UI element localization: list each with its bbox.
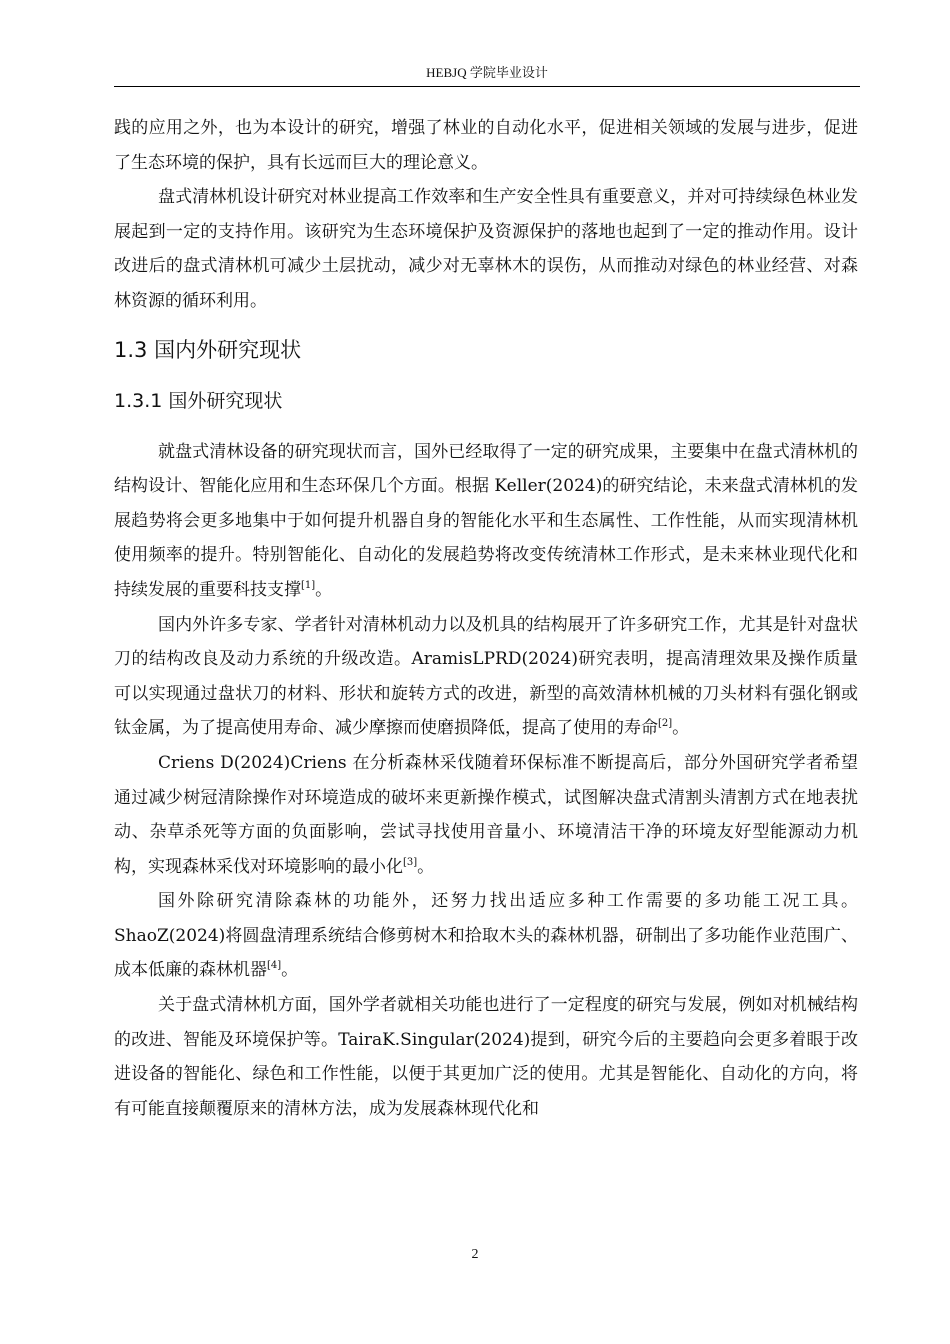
paragraph-text: 就盘式清林设备的研究现状而言，国外已经取得了一定的研究成果，主要集中在盘式清林机的结构设计、智能化应用和生态环保几个方面。根据 Keller(2024)的研究结论，未来盘式清林机的发展趋势将会更多地集中于如何提升机器自身的智能化水平和生态属性、工作性能，从而实现清林机使用频率的提升。特别智能化、自动化的发展趋势将改变传统清林工作形式，是未来林业现代化和持续发展的重要科技支撑 [114, 441, 858, 600]
paragraph-end: 。 [315, 579, 333, 600]
paragraph-end: 。 [672, 718, 690, 739]
paragraph-research-2 [114, 608, 858, 746]
paragraph-text: 国外除研究清除森林的功能外，还努力找出适应多种工作需要的多功能工况工具。ShaoZ(2024)将圆盘清理系统结合修剪树木和拾取木头的森林机器，研制出了多功能作业范围广、成本低廉的森林机器 [114, 891, 858, 981]
paragraph-text: 国内外许多专家、学者针对清林机动力以及机具的结构展开了许多研究工作，尤其是针对盘状刀的结构改良及动力系统的升级改造。AramisLPRD(2024)研究表明，提高清理效果及操作质量可以实现通过盘状刀的材料、形状和旋转方式的改进，新型的高效清林机械的刀头材料有强化钢或钛金属，为了提高使用寿命、减少摩擦而使磨损降低，提高了使用的寿命 [114, 614, 858, 739]
paragraph-research-3 [114, 746, 858, 884]
citation-ref: [3] [403, 856, 418, 868]
paragraph-research-5: 关于盘式清林机方面，国外学者就相关功能也进行了一定程度的研究与发展，例如对机械结构的改进、智能及环境保护等。TairaK.Singular(2024)提到，研究今后的主要趋向会更多着眼于改进设备的智能化、绿色和工作性能，以便于其更加广泛的使用。尤其是智能化、自动化的方向，将有可能直接颠覆原来的清林方法，成为发展森林现代化和 [114, 995, 858, 1119]
citation-ref: [1] [301, 579, 316, 591]
page-header: HEBJQ 学院毕业设计 [426, 65, 548, 80]
paragraph-significance: 盘式清林机设计研究对林业提高工作效率和生产安全性具有重要意义，并对可持续绿色林业发展起到一定的支持作用。该研究为生态环境保护及资源保护的落地也起到了一定的推动作用。设计改进后的盘式清林机可减少土层扰动，减少对无辜林木的误伤，从而推动对绿色的林业经营、对森林资源的循环利用。 [114, 187, 858, 311]
document-body [114, 111, 858, 1126]
paragraph-research-4 [114, 884, 858, 988]
page-number: 2 [471, 1247, 479, 1262]
citation-ref: [4] [267, 960, 282, 972]
header-rule [114, 86, 860, 87]
paragraph-text: Criens D(2024)Criens 在分析森林采伐随着环保标准不断提高后，部分外国研究学者希望通过减少树冠清除操作对环境造成的破坏来更新操作模式，试图解决盘式清割头清割方式在地表扰动、杂草杀死等方面的负面影响，尝试寻找使用音量小、环境清洁干净的环境友好型能源动力机构，实现森林采伐对环境影响的最小化 [114, 752, 858, 877]
paragraph-end: 。 [281, 960, 299, 981]
paragraph-intro-continued: 践的应用之外，也为本设计的研究，增强了林业的自动化水平，促进相关领域的发展与进步，促进了生态环境的保护，具有长远而巨大的理论意义。 [114, 118, 858, 173]
paragraph-research-1 [114, 435, 858, 608]
subsection-heading: 1.3.1 国外研究现状 [114, 389, 283, 412]
citation-ref: [2] [658, 718, 673, 730]
section-heading: 1.3 国内外研究现状 [114, 337, 302, 362]
paragraph-end: 。 [417, 856, 435, 877]
